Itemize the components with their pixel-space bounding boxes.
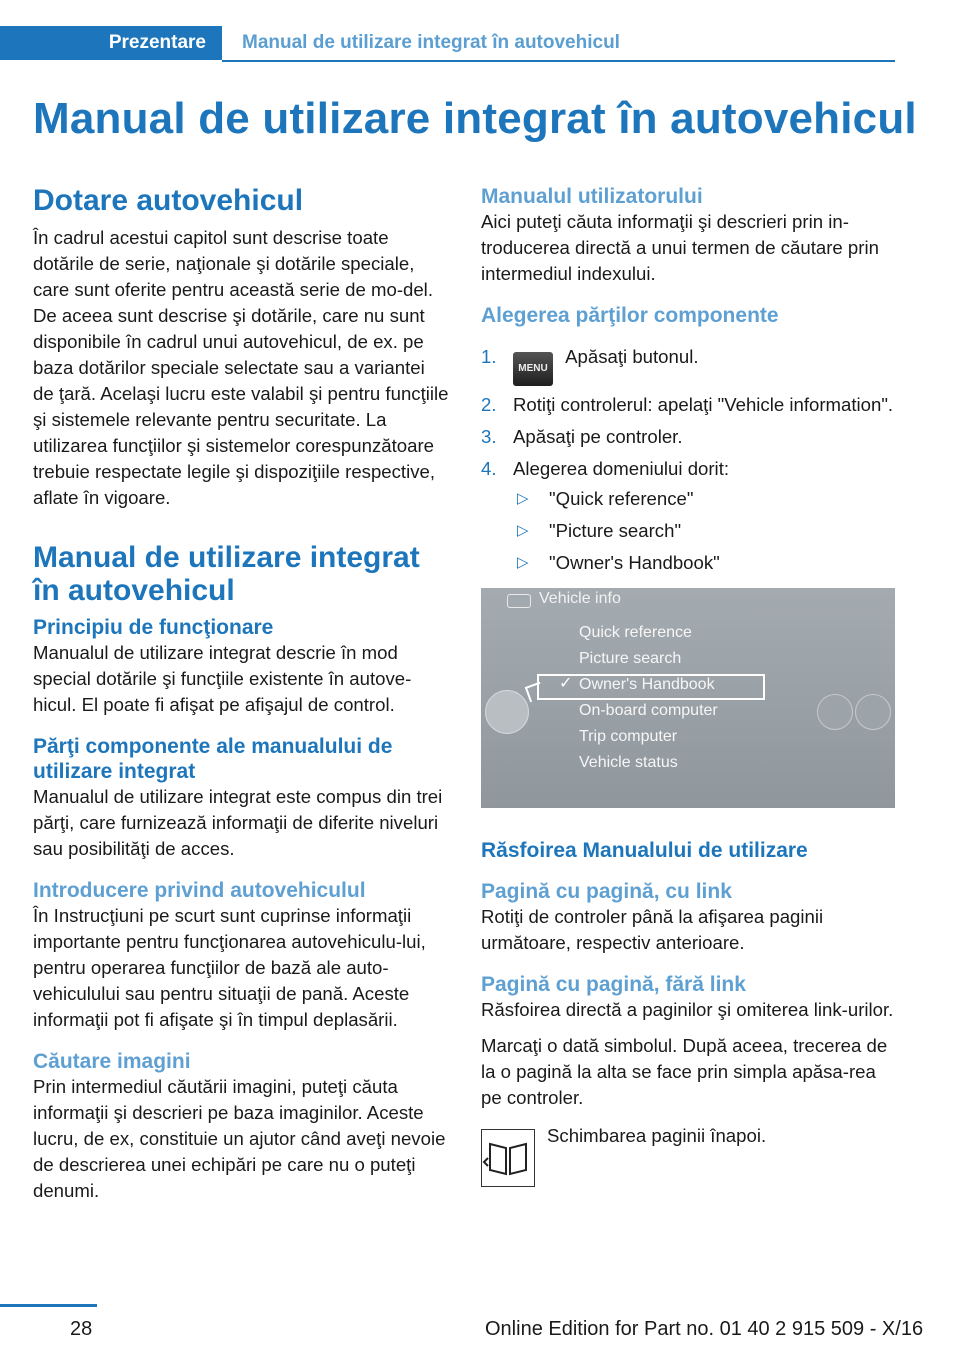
triangle-bullet-icon: ▷ — [517, 522, 529, 539]
options-list — [513, 486, 897, 576]
list-icon — [817, 694, 853, 730]
option-item: ▷ "Owner's Handbook" — [513, 550, 897, 576]
principiu-heading: Principiu de funcţionare — [33, 616, 274, 639]
dotare-text: În cadrul acestui capitol sunt descrise toate dotările de serie, naţionale şi dotările speciale, care sunt oferite pentru această serie de mo‐del. De aceea sunt descrise şi dotările, care nu sunt disponibile în cadrul unui autovehicul, de ex. pe baza dotărilor speciale selectate sau a variantei de ţară. Acelaşi lucru este valabil şi pentru funcţiile şi sistemele relevante pentru securitate. La utilizarea funcţiilor şi sistemelor corespunzătoare trebuie respectate legile şi dispoziţiile respective, aflate în vigoare. — [33, 227, 449, 508]
dotare-heading: Dotare autovehicul — [33, 184, 304, 217]
step-item — [481, 456, 897, 576]
screen-menu-item[interactable]: On-board computer — [579, 702, 718, 719]
vehicle-info-screen — [481, 588, 895, 808]
controller-left-icon — [485, 690, 529, 734]
manualul-heading: Manualul utilizatorului — [481, 185, 703, 208]
step-item — [481, 344, 897, 386]
fara-link-heading: Pagină cu pagină, fără link — [481, 973, 746, 996]
cu-link-heading: Pagină cu pagină, cu link — [481, 880, 732, 903]
screen-menu-item[interactable]: Picture search — [579, 650, 682, 667]
parti-heading: Părţi componente ale manualului de utilizare integrat — [33, 735, 393, 783]
edition-text: Online Edition for Part no. 01 40 2 915 509 - X/16 — [485, 1318, 924, 1340]
left-column — [33, 184, 449, 1204]
chapter-tab[interactable]: Manual de utilizare integrat în autovehicul — [222, 26, 895, 62]
triangle-bullet-icon: ▷ — [517, 490, 529, 507]
note — [481, 1123, 897, 1179]
cautare-text: Prin intermediul căutării imagini, puteţi căuta informaţii şi descrieri pe baza imaginilor. Aceste lucru, de ex, constituie un ajutor când aveţi nevoie de descrierea unei echipări pe care nu o puteţi denumi. — [33, 1076, 446, 1201]
step-number: 2. — [481, 394, 497, 415]
book-back-icon — [481, 1129, 535, 1187]
screen-menu-item[interactable]: Trip computer — [579, 728, 678, 745]
step-text: Apăsaţi pe controler. — [513, 426, 683, 447]
right-column — [481, 184, 897, 1179]
manual-heading: Manual de utilizare integrat în autovehicul — [33, 541, 420, 607]
screen-menu-item[interactable]: Quick reference — [579, 624, 692, 641]
section-tab[interactable]: Prezentare — [0, 26, 222, 60]
options-icon — [855, 694, 891, 730]
footer-rule — [0, 1304, 97, 1307]
introducere-heading: Introducere privind autovehiculul — [33, 879, 366, 902]
step-text: Alegerea domeniului dorit: — [513, 458, 730, 479]
screen-menu-item[interactable]: Vehicle status — [579, 754, 678, 771]
step-number: 4. — [481, 458, 497, 479]
introducere-text: În Instrucţiuni pe scurt sunt cuprinse informaţii importante pentru funcţionarea autovehiculu‐lui, pentru operarea funcţiilor de bază ale auto‐vehiculului sau pentru situaţii de pană. Aceste informaţii pot fi afişate şi în timpul deplasării. — [33, 905, 426, 1030]
screen-title: Vehicle info — [539, 590, 621, 607]
cu-link-text: Rotiţi de controler până la afişarea paginii următoare, respectiv anterioare. — [481, 906, 824, 953]
step-text: Rotiţi controlerul: apelaţi "Vehicle information". — [513, 394, 894, 415]
step-number: 1. — [481, 346, 497, 367]
fara-link-text-1: Răsfoirea directă a paginilor şi omiterea link‐urilor. — [481, 999, 894, 1020]
page-title: Manual de utilizare integrat în autovehicul — [33, 94, 917, 143]
rasfoirea-heading: Răsfoirea Manualului de utilizare — [481, 839, 808, 862]
step-item — [481, 424, 897, 450]
menu-button-icon: MENU — [513, 352, 553, 386]
principiu-text: Manualul de utilizare integrat descrie în mod special dotările şi funcţiile existente în autove‐hicul. El poate fi afişat pe afişajul de control. — [33, 642, 412, 715]
step-number: 3. — [481, 426, 497, 447]
manualul-text: Aici puteţi căuta informaţii şi descrieri prin in‐troducerea directă a unui termen de căutare prin intermediul indexului. — [481, 211, 879, 284]
steps-list — [481, 344, 897, 576]
step-item — [481, 392, 897, 418]
option-item: ▷ "Quick reference" — [513, 486, 897, 512]
parti-text: Manualul de utilizare integrat este compus din trei părţi, care furnizează informaţii de diferite niveluri sau posibilităţi de acces. — [33, 786, 443, 859]
step-text: Apăsaţi butonul. — [565, 346, 699, 367]
page-number: 28 — [70, 1318, 93, 1340]
alegerea-heading: Alegerea părţilor componente — [481, 304, 779, 327]
screen-menu-item-selected[interactable]: Owner's Handbook — [579, 676, 715, 693]
check-icon: ✓ — [559, 675, 573, 692]
fara-link-text-2: Marcaţi o dată simbolul. După aceea, trecerea de la o pagină la alta se face prin simpla apăsa‐rea pe controler. — [481, 1035, 888, 1108]
triangle-bullet-icon: ▷ — [517, 554, 529, 571]
running-header — [0, 26, 895, 62]
cautare-heading: Căutare imagini — [33, 1050, 191, 1073]
note-text: Schimbarea paginii înapoi. — [547, 1125, 767, 1146]
option-item: ▷ "Picture search" — [513, 518, 897, 544]
car-icon — [507, 594, 531, 608]
